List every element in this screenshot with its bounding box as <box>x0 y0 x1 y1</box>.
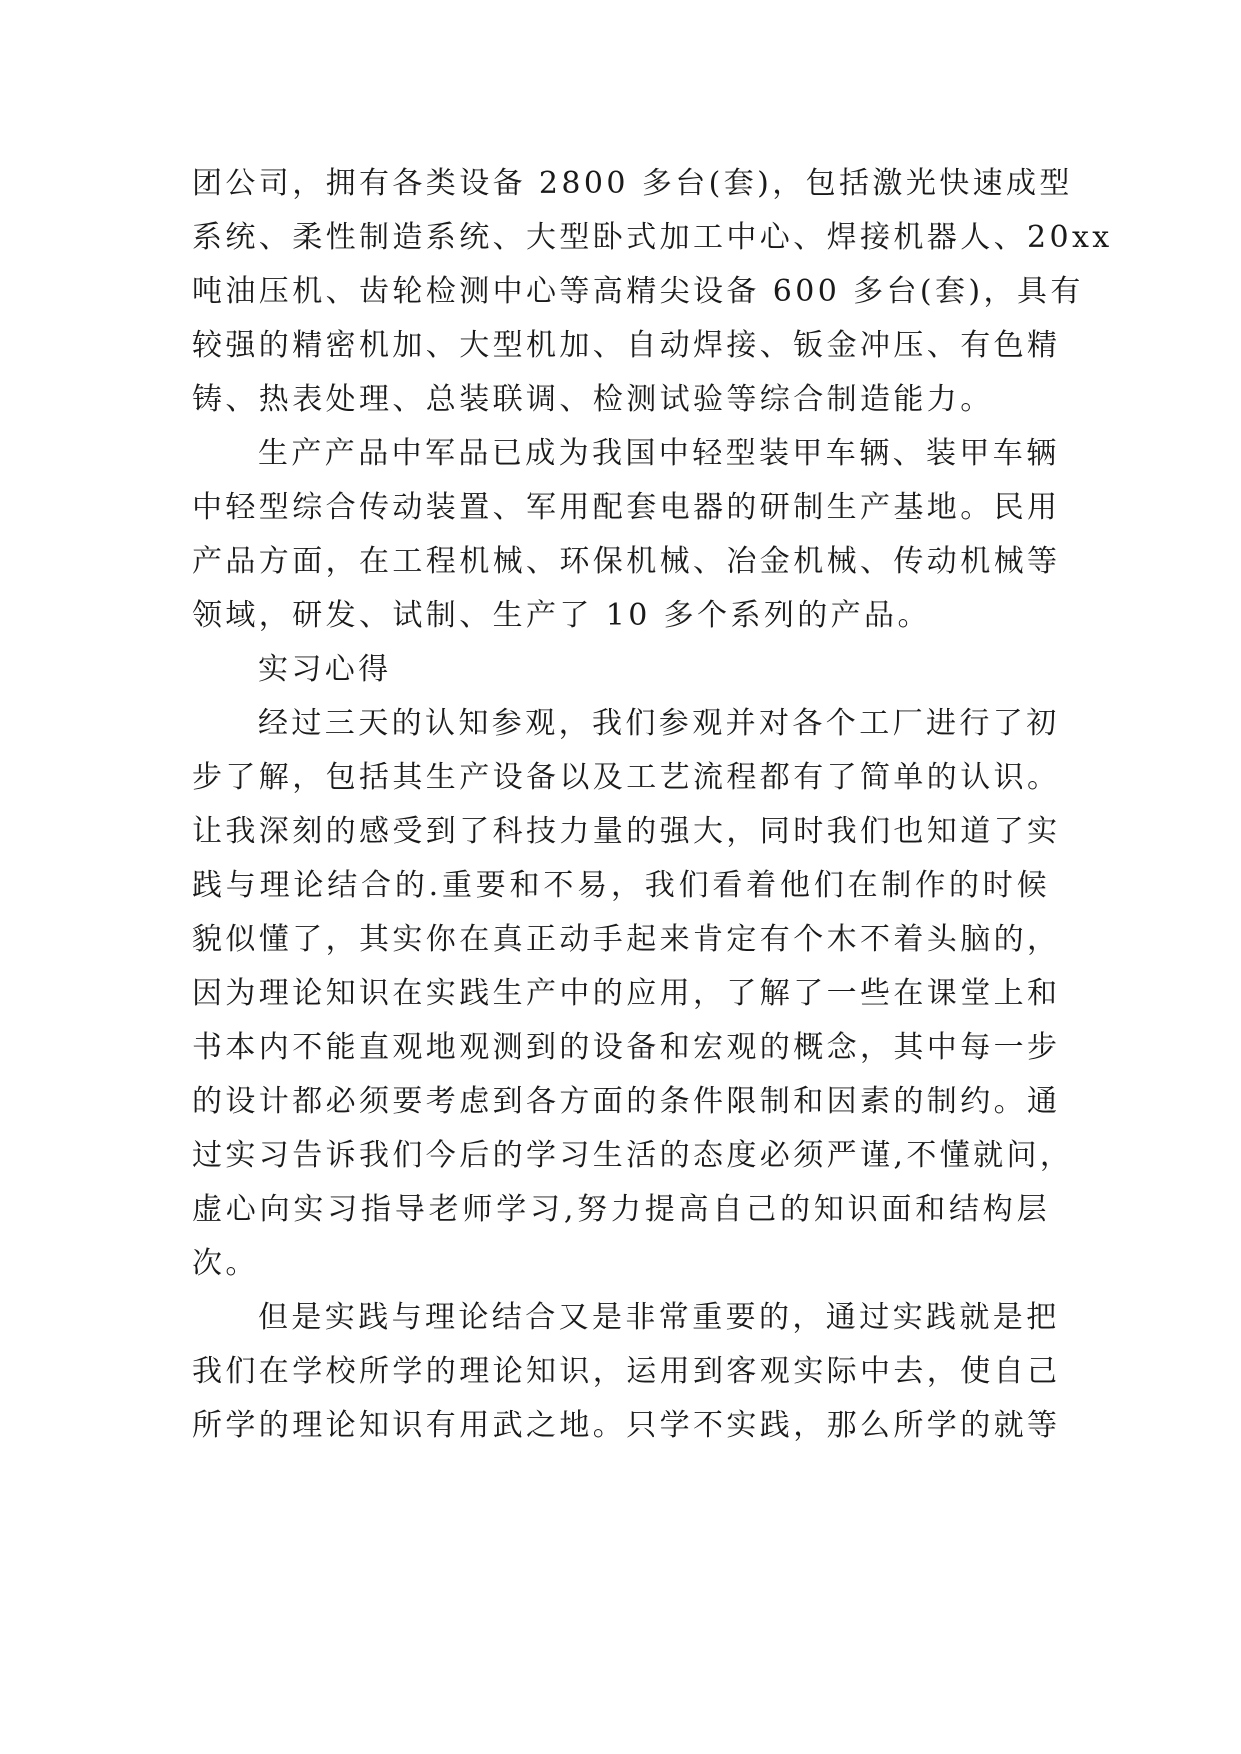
text-line: 虚心向实习指导老师学习,努力提高自己的知识面和结构层 <box>192 1192 1050 1227</box>
text-line: 但是实践与理论结合又是非常重要的，通过实践就是把 <box>258 1300 1060 1335</box>
text-line: 我们在学校所学的理论知识，运用到客观实际中去，使自己 <box>192 1354 1061 1389</box>
text-line: 过实习告诉我们今后的学习生活的态度必须严谨,不懂就问， <box>192 1138 1074 1173</box>
text-line: 中轻型综合传动装置、军用配套电器的研制生产基地。民用 <box>192 490 1061 525</box>
text-line: 所学的理论知识有用武之地。只学不实践，那么所学的就等 <box>192 1408 1061 1443</box>
text-line: 的设计都必须要考虑到各方面的条件限制和因素的制约。通 <box>192 1084 1061 1119</box>
section-heading <box>192 643 1050 697</box>
text-line: 经过三天的认知参观，我们参观并对各个工厂进行了初 <box>258 706 1060 741</box>
text-line: 书本内不能直观地观测到的设备和宏观的概念，其中每一步 <box>192 1030 1061 1065</box>
heading-text: 实习心得 <box>258 652 392 687</box>
text-line: 领域，研发、试制、生产了 10 多个系列的产品。 <box>192 598 931 633</box>
text-line: 践与理论结合的.重要和不易，我们看着他们在制作的时候 <box>192 868 1050 903</box>
text-line: 产品方面，在工程机械、环保机械、冶金机械、传动机械等 <box>192 544 1061 579</box>
paragraph-products <box>192 427 1061 643</box>
text-line: 次。 <box>192 1246 259 1281</box>
text-line: 让我深刻的感受到了科技力量的强大，同时我们也知道了实 <box>192 814 1061 849</box>
document-body <box>192 157 1113 1453</box>
text-line: 铸、热表处理、总装联调、检测试验等综合制造能力。 <box>192 382 994 417</box>
text-line: 系统、柔性制造系统、大型卧式加工中心、焊接机器人、20xx <box>192 220 1113 255</box>
text-line: 团公司，拥有各类设备 2800 多台(套)，包括激光快速成型 <box>192 166 1073 201</box>
paragraph-company-equipment <box>192 157 1113 427</box>
text-line: 吨油压机、齿轮检测中心等高精尖设备 600 多台(套)，具有 <box>192 274 1084 309</box>
text-line: 貌似懂了，其实你在真正动手起来肯定有个木不着头脑的， <box>192 922 1061 957</box>
paragraph-internship-reflection <box>192 697 1074 1291</box>
paragraph-theory-practice <box>192 1291 1061 1453</box>
text-line: 步了解，包括其生产设备以及工艺流程都有了简单的认识。 <box>192 760 1061 795</box>
text-line: 较强的精密机加、大型机加、自动焊接、钣金冲压、有色精 <box>192 328 1061 363</box>
text-line: 生产产品中军品已成为我国中轻型装甲车辆、装甲车辆 <box>258 436 1060 471</box>
text-line: 因为理论知识在实践生产中的应用，了解了一些在课堂上和 <box>192 976 1061 1011</box>
